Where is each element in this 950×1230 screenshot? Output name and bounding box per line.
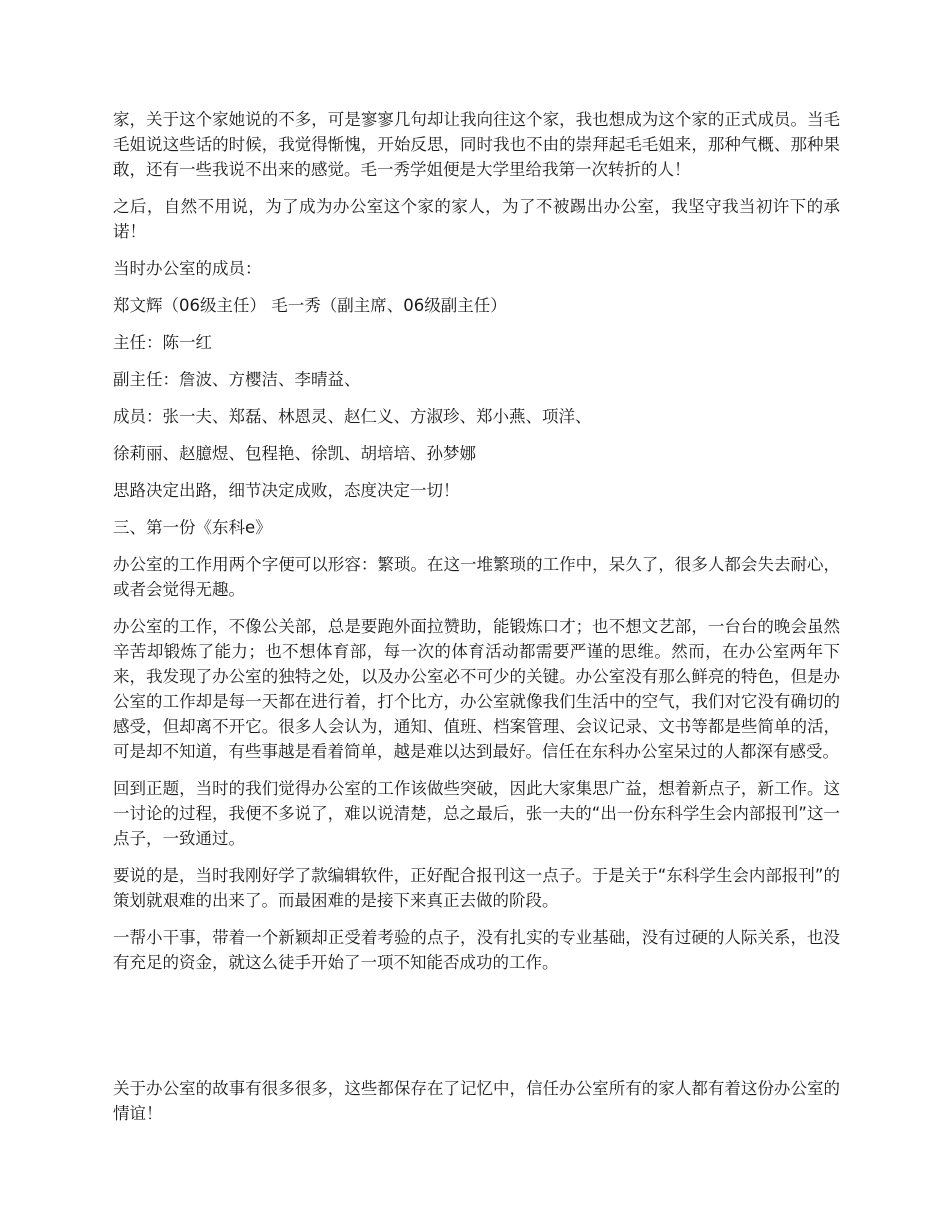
section-heading: 三、第一份《东科e》 xyxy=(113,518,272,537)
paragraph-11: 办公室的工作用两个字便可以形容：繁琐。在这一堆繁琐的工作中，呆久了，很多人都会失去耐心，或者会觉得无趣。 xyxy=(113,555,840,599)
paragraph-15: 一帮小干事，带着一个新颖却正受着考验的点子，没有扎实的专业基础，没有过硬的人际关系，也没有充足的资金，就这么徒手开始了一项不知能否成功的工作。 xyxy=(113,928,840,972)
paragraph-5: 主任：陈一红 xyxy=(113,333,212,352)
paragraph-1: 家，关于这个家她说的不多，可是寥寥几句却让我向往这个家，我也想成为这个家的正式成员。当毛毛姐说这些话的时候，我觉得惭愧，开始反思，同时我也不由的崇拜起毛毛姐来，那种气概、那种果敢，还有一些我说不出来的感觉。毛一秀学姐便是大学里给我第一次转折的人！ xyxy=(113,110,840,179)
document-body xyxy=(113,107,840,1138)
paragraph-3: 当时办公室的成员： xyxy=(113,259,262,278)
paragraph-7: 成员：张一夫、郑磊、林恩灵、赵仁义、方淑珍、郑小燕、项洋、 xyxy=(113,407,592,426)
paragraph-8: 徐莉丽、赵臆煜、包程艳、徐凯、胡培培、孙梦娜 xyxy=(113,444,476,463)
closing-paragraph: 关于办公室的故事有很多很多，这些都保存在了记忆中，信任办公室所有的家人都有着这份办公室的情谊！ xyxy=(113,1079,840,1123)
blank-space xyxy=(113,987,840,1076)
paragraph-4: 郑文辉（06级主任） 毛一秀（副主席、06级副主任） xyxy=(113,296,507,315)
paragraph-2: 之后，自然不用说，为了成为办公室这个家的家人，为了不被踢出办公室，我坚守我当初许下的承诺！ xyxy=(113,197,840,241)
paragraph-9: 思路决定出路，细节决定成败，态度决定一切！ xyxy=(113,481,460,500)
paragraph-13: 回到正题，当时的我们觉得办公室的工作该做些突破，因此大家集思广益，想着新点子，新工作。这一讨论的过程，我便不多说了，难以说清楚，总之最后，张一夫的“出一份东科学生会内部报刊”这一点子，一致通过。 xyxy=(113,779,840,848)
paragraph-12: 办公室的工作，不像公关部，总是要跑外面拉赞助，能锻炼口才；也不想文艺部，一台台的晚会虽然辛苦却锻炼了能力；也不想体育部，每一次的体育活动都需要严谨的思维。然而，在办公室两年下来，我发现了办公室的独特之处，以及办公室必不可少的关键。办公室没有那么鲜亮的特色，但是办公室的工作却是每一天都在进行着，打个比方，办公室就像我们生活中的空气，我们对它没有确切的感受，但却离不开它。很多人会认为，通知、值班、档案管理、会议记录、文书等都是些简单的活，可是却不知道，有些事越是看着简单，越是难以达到最好。信任在东科办公室呆过的人都深有感受。 xyxy=(113,617,840,761)
paragraph-6: 副主任：詹波、方樱洁、李晴益、 xyxy=(113,370,361,389)
paragraph-14: 要说的是，当时我刚好学了款编辑软件，正好配合报刊这一点子。于是关于“东科学生会内部报刊”的策划就艰难的出来了。而最困难的是接下来真正去做的阶段。 xyxy=(113,866,840,910)
